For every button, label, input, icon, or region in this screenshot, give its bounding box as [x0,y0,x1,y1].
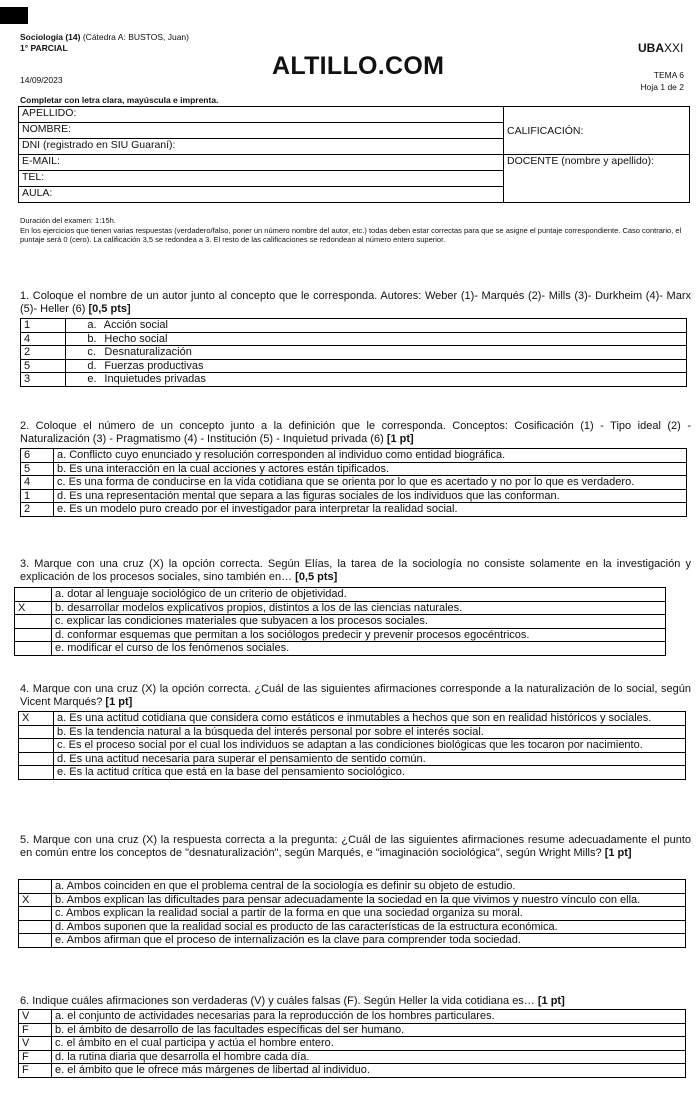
question-points: [0,5 pts] [295,570,338,583]
answer-mark[interactable]: F [19,1064,52,1078]
answer-mark[interactable] [19,739,54,753]
answer-option: e. Es un modelo puro creado por el investigador para interpretar la realidad social. [54,503,687,517]
table-row [19,893,686,907]
table-row [19,739,686,753]
table-row [15,628,666,642]
answer-option: b. Hecho social [66,332,687,346]
answer-option: a. Acción social [66,319,687,333]
question-text: 5. Marque con una cruz (X) la respuesta correcta a la pregunta: ¿Cuál de las siguientes afirmaciones resume adecuadamente el punto en común entre los conceptos de "desnaturalización", según Marqués, e "imaginación sociológica", según Wright Mills? [20,834,691,859]
answer-option: a. Es una actitud cotidiana que considera como estáticos e inmutables a hechos que son en realidad históricos y sociales. [54,712,686,726]
answer-option: b. el ámbito de desarrollo de las facultades específicas del ser humano. [52,1023,686,1037]
answer-mark[interactable] [15,628,52,642]
table-row [21,476,687,490]
answer-table-6 [18,1009,686,1078]
table-row [21,359,687,373]
question-points: [1 pt] [604,846,632,859]
tema-block [641,69,684,93]
answer-mark[interactable] [19,920,52,934]
table-row [19,880,686,894]
question-6 [20,995,691,1008]
answer-option: b. desarrollar modelos explicativos propios, distintos a los de las ciencias naturales. [52,601,666,615]
answer-mark[interactable]: 1 [21,319,66,333]
question-points: [1 pt] [537,995,565,1007]
exam-date: 14/09/2023 [20,75,63,85]
rules-text: En los ejercicios que tienen varias respuestas (verdadero/falso, poner un número nombre del autor, etc.) todas deben estar correctas para que se asigne el puntaje correspondiente. Caso contrario, el puntaje será 0 (cero). La calificación 3,5 se redondea a 3. El resto de las calificaciones se redondean al número entero superior. [20,225,682,244]
answer-option: c. Ambos explican la realidad social a partir de la forma en que una sociedad organiza su moral. [52,907,686,921]
table-row [21,503,687,517]
table-row [15,615,666,629]
answer-table-1 [20,318,687,387]
question-points: [0,5 pts] [88,302,131,315]
table-row [19,766,686,780]
table-row [21,373,687,387]
table-row [15,642,666,656]
answer-mark[interactable]: X [19,712,54,726]
answer-option: d. la rutina diaria que desarrolla el hombre cada día. [52,1050,686,1064]
fill-instruction: Completar con letra clara, mayúscula e imprenta. [20,95,219,105]
answer-option: d. Ambos suponen que la realidad social es producto de las características de la estructura económica. [52,920,686,934]
question-text: 4. Marque con una cruz (X) la opción correcta. ¿Cuál de las siguientes afirmaciones corresponde a la naturalización de lo social, según Vicent Marqués? [20,683,691,708]
answer-mark[interactable] [19,907,52,921]
uba-logo: UBAXXI [638,41,684,55]
answer-option: c. Desnaturalización [66,346,687,360]
answer-mark[interactable]: V [19,1037,52,1051]
table-row [21,332,687,346]
exam-rules [20,216,690,245]
answer-mark[interactable]: 1 [21,489,54,503]
answer-option: a. Conflicto cuyo enunciado y resolución corresponden al individuo como entidad biográfica. [54,449,687,463]
answer-mark[interactable]: X [15,601,52,615]
email-field[interactable]: E-MAIL: [19,155,504,171]
answer-mark[interactable]: 4 [21,332,66,346]
answer-mark[interactable] [15,642,52,656]
site-title: ALTILLO.COM [272,52,445,80]
answer-mark[interactable]: 3 [21,373,66,387]
question-2 [20,420,691,445]
answer-mark[interactable] [15,588,52,602]
answer-option: e. el ámbito que le ofrece más márgenes de libertad al individuo. [52,1064,686,1078]
table-row [19,1037,686,1051]
question-points: [1 pt] [105,695,133,708]
question-text: 6. Indique cuáles afirmaciones son verdaderas (V) y cuáles falsas (F). Según Heller la vida cotidiana es… [20,995,535,1007]
table-row [21,319,687,333]
answer-option: e. modificar el curso de los fenómenos sociales. [52,642,666,656]
table-row [19,1010,686,1024]
table-row [19,934,686,948]
nombre-field[interactable]: NOMBRE: [19,123,504,139]
answer-option: c. Es el proceso social por el cual los individuos se adaptan a las condiciones biológicas que les tocaron por nacimiento. [54,739,686,753]
answer-option: e. Inquietudes privadas [66,373,687,387]
answer-mark[interactable]: 4 [21,476,54,490]
dni-field[interactable]: DNI (registrado en SIU Guaraní): [19,139,504,155]
tel-field[interactable]: TEL: [19,171,504,187]
answer-mark[interactable]: 2 [21,346,66,360]
docente-field: DOCENTE (nombre y apellido): [504,155,690,203]
answer-mark[interactable]: F [19,1023,52,1037]
answer-table-3 [14,587,666,656]
answer-table-2 [20,448,687,517]
tema-label: TEMA 6 [653,70,684,80]
table-row [19,1023,686,1037]
question-text: 2. Coloque el número de un concepto junto a la definición que le corresponda. Conceptos: Cosificación (1) - Tipo ideal (2) - Naturalización (3) - Pragmatismo (4) - Institución (5) - Inquietud privada (6) [20,420,691,445]
table-row [15,601,666,615]
answer-option: e. Ambos afirman que el proceso de internalización es la clave para comprender toda sociedad. [52,934,686,948]
answer-mark[interactable]: 5 [21,462,54,476]
answer-mark[interactable] [15,615,52,629]
question-5 [20,834,691,859]
course-name: Sociología (14) [20,32,81,42]
answer-option: d. Es una representación mental que separa a las figuras sociales de los individuos que las conforman. [54,489,687,503]
duration: Duración del examen: 1:15h. [20,216,116,225]
calificacion-field: CALIFICACIÓN: [504,107,690,155]
answer-option: b. Es una interacción en la cual acciones y actores están tipificados. [54,462,687,476]
apellido-field[interactable]: APELLIDO: [19,107,504,123]
table-row [19,752,686,766]
table-row [19,1050,686,1064]
catedra: (Cátedra A: BUSTOS, Juan) [82,32,189,42]
student-info-table [18,106,690,203]
answer-option: c. el ámbito en el cual participa y actúa el hombre entero. [52,1037,686,1051]
answer-mark[interactable] [19,766,54,780]
table-row [19,920,686,934]
answer-option: a. el conjunto de actividades necesarias para la reproducción de los hombres particulares. [52,1010,686,1024]
answer-mark[interactable]: 5 [21,359,66,373]
answer-mark[interactable]: 6 [21,449,54,463]
answer-mark[interactable] [19,752,54,766]
table-row [15,588,666,602]
table-row [21,346,687,360]
table-row [21,462,687,476]
answer-mark[interactable]: X [19,893,52,907]
redaction-block [0,7,28,24]
answer-option: b. Ambos explican las dificultades para pensar adecuadamente la sociedad en la que vivimos y nuestro vínculo con ella. [52,893,686,907]
answer-mark[interactable] [19,880,52,894]
answer-option: d. Es una actitud necesaria para superar el pensamiento de sentido común. [54,752,686,766]
question-text: 1. Coloque el nombre de un autor junto al concepto que le corresponda. Autores: Weber (1)- Marqués (2)- Mills (3)- Durkheim (4)- Marx (5)- Heller (6) [20,290,691,315]
question-1 [20,290,691,315]
answer-option: d. conformar esquemas que permitan a los sociólogos predecir y prevenir procesos egocéntricos. [52,628,666,642]
answer-option: b. Es la tendencia natural a la búsqueda del interés personal por sobre el interés social. [54,725,686,739]
table-row [19,1064,686,1078]
table-row [19,712,686,726]
table-row [21,449,687,463]
answer-mark[interactable]: 2 [21,503,54,517]
question-3 [20,558,691,583]
answer-table-4 [18,711,686,780]
table-row [19,907,686,921]
answer-option: a. dotar al lenguaje sociológico de un criterio de objetividad. [52,588,666,602]
answer-option: e. Es la actitud crítica que está en la base del pensamiento sociológico. [54,766,686,780]
answer-mark[interactable] [19,934,52,948]
answer-option: c. explicar las condiciones materiales que subyacen a los procesos sociales. [52,615,666,629]
answer-mark[interactable]: F [19,1050,52,1064]
question-points: [1 pt] [386,432,414,445]
answer-option: d. Fuerzas productivas [66,359,687,373]
answer-table-5 [18,879,686,948]
table-row [19,725,686,739]
table-row [21,489,687,503]
answer-option: a. Ambos coinciden en que el problema central de la sociología es definir su objeto de estudio. [52,880,686,894]
exam-title: 1° PARCIAL [20,43,68,53]
answer-mark[interactable]: V [19,1010,52,1024]
answer-mark[interactable] [19,725,54,739]
answer-option: c. Es una forma de conducirse en la vida cotidiana que se orienta por lo que es acertado y no por lo que es verdadero. [54,476,687,490]
question-4 [20,683,691,708]
page-counter: Hoja 1 de 2 [640,82,684,92]
course-header [20,32,189,54]
question-text: 3. Marque con una cruz (X) la opción correcta. Según Elías, la tarea de la sociología no consiste solamente en la investigación y explicación de los procesos sociales, sino también en… [20,558,691,583]
aula-field[interactable]: AULA: [19,187,504,203]
